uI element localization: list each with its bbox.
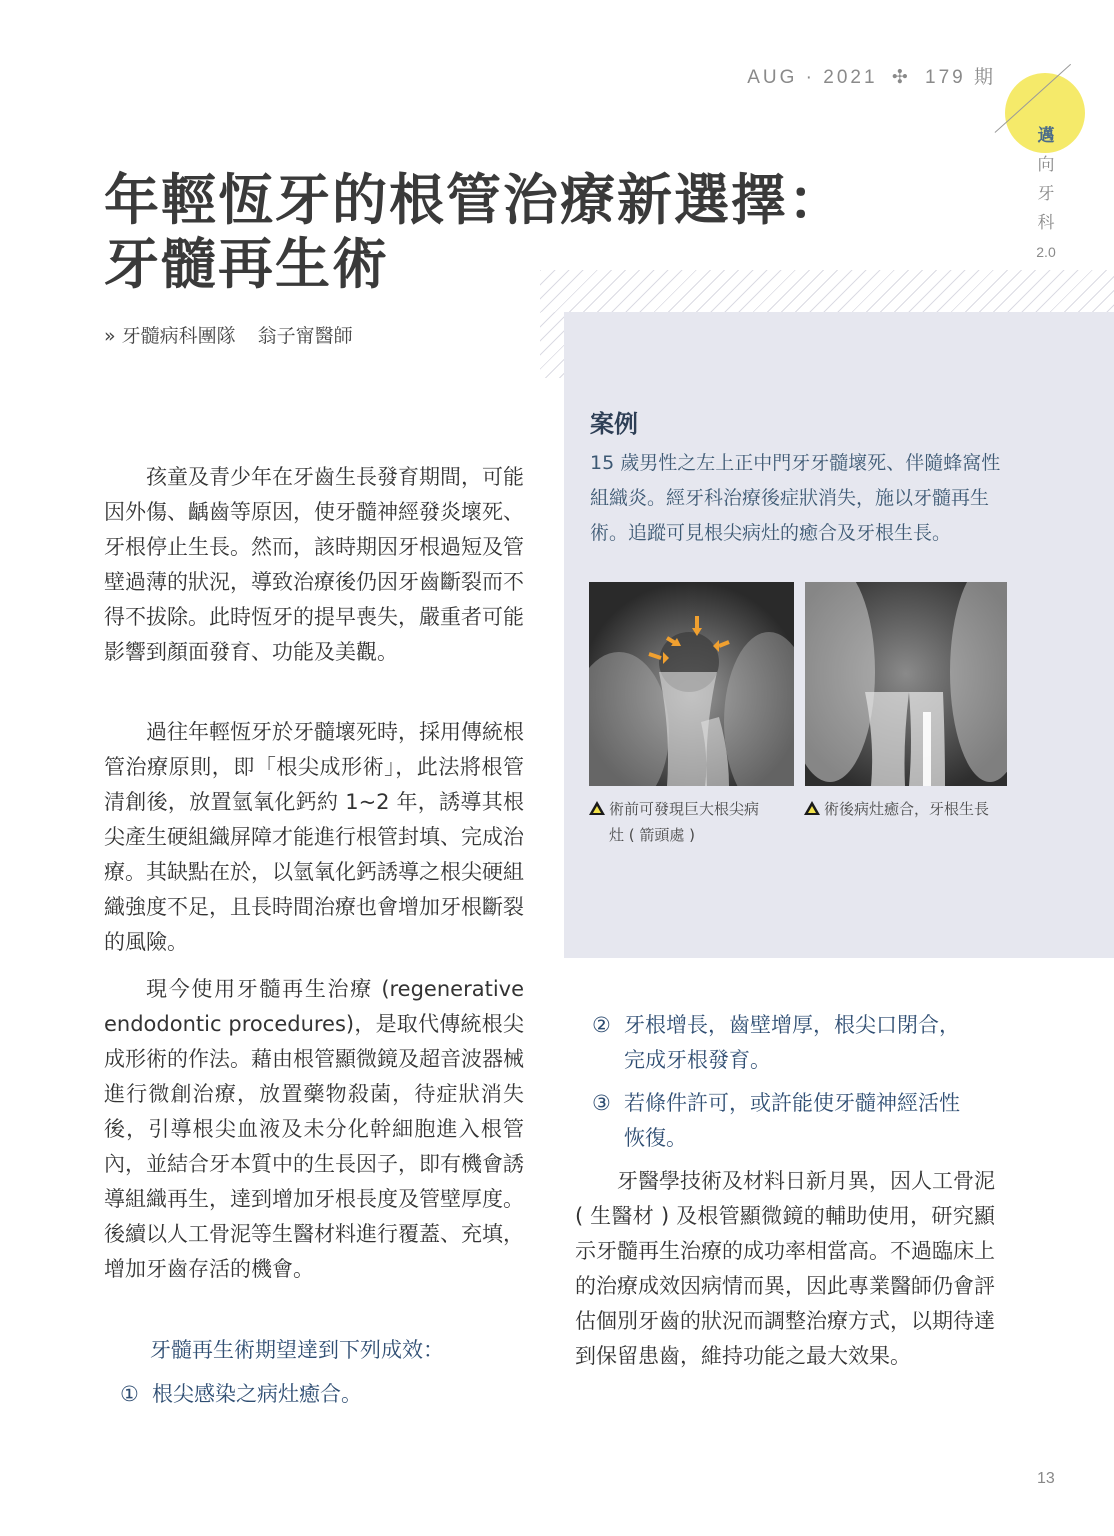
expect-heading: 牙髓再生術期望達到下列成效：: [150, 1338, 444, 1362]
hatch-decoration: [540, 312, 564, 378]
column-label-char: 牙: [1037, 184, 1055, 204]
case-heading: 案例: [590, 410, 638, 438]
article-title: [104, 168, 845, 296]
author-line: [104, 321, 353, 348]
case-description: 15 歲男性之左上正中門牙牙髓壞死、伴隨蜂窩性組織炎。經牙科治療後症狀消失，施以牙髓再生術。追蹤可見根尖病灶的癒合及牙根生長。: [590, 452, 1001, 544]
warning-triangle-icon: [804, 801, 820, 815]
column-label: [1034, 122, 1058, 267]
page-number: 13: [1037, 1470, 1055, 1487]
author-doctor: 翁子甯醫師: [257, 325, 353, 347]
issue-date: AUG · 2021: [747, 67, 878, 88]
body-paragraph: 現今使用牙髓再生治療 (regenerative endodontic procedures)，是取代傳統根尖成形術的作法。藉由根管顯微鏡及超音波器械進行微創治療，放置藥物殺菌，待症狀消失後，引導根尖血液及未分化幹細胞進入根管內，並結合牙本質中的生長因子，即有機會誘導組織再生，達到增加牙根長度及管壁厚度。後續以人工骨泥等生醫材料進行覆蓋、充填，增加牙齒存活的機會。: [104, 977, 524, 1281]
body-paragraph: 過往年輕恆牙於牙髓壞死時，採用傳統根管治療原則，即「根尖成形術」，此法將根管清創後，放置氫氧化鈣約 1~2 年，誘導其根尖產生硬組織屏障才能進行根管封填、完成治療。其缺點在於，以氫氧化鈣誘導之根尖硬組織強度不足，且長時間治療也會增加牙根斷裂的風險。: [104, 720, 524, 954]
column-label-char: 向: [1037, 155, 1055, 175]
issue-number: 179 期: [925, 67, 996, 88]
column-label-version: 2.0: [1036, 244, 1056, 260]
xray-before-image: [589, 582, 794, 786]
list-item: ③ 若條件許可，或許能使牙髓神經活性 恢復。: [592, 1091, 960, 1150]
caption-after: 術後病灶癒合，牙根生長: [804, 796, 1014, 822]
caption-before: 術前可發現巨大根尖病 灶 ( 箭頭處 ): [589, 796, 799, 848]
body-paragraph: 孩童及青少年在牙齒生長發育期間，可能因外傷、齲齒等原因，使牙髓神經發炎壞死、牙根停止生長。然而，該時期因牙根過短及管壁過薄的狀況，導致治療後仍因牙齒斷裂而不得不拔除。此時恆牙的提早喪失，嚴重者可能影響到顏面發育、功能及美觀。: [104, 465, 524, 664]
title-line: 牙髓再生術: [104, 231, 390, 296]
xray-after-image: [805, 582, 1007, 786]
list-item: ① 根尖感染之病灶癒合。: [120, 1382, 362, 1406]
issue-separator-icon: ✣: [891, 67, 911, 88]
author-team: » 牙髓病科團隊: [104, 325, 236, 347]
title-line: 年輕恆牙的根管治療新選擇：: [104, 167, 846, 232]
column-label-char: 科: [1037, 213, 1055, 233]
column-label-char: 邁: [1037, 126, 1055, 146]
warning-triangle-icon: [589, 801, 605, 815]
list-item: ② 牙根增長，齒壁增厚，根尖口閉合， 完成牙根發育。: [592, 1013, 960, 1072]
body-paragraph: 牙醫學技術及材料日新月異，因人工骨泥 ( 生醫材 ) 及根管顯微鏡的輔助使用，研究顯示牙髓再生治療的成功率相當高。不過臨床上的治療成效因病情而異，因此專業醫師仍會評估個別牙齒的狀況而調整治療方式，以期待達到保留患齒，維持功能之最大效果。: [575, 1169, 995, 1368]
issue-info: [747, 62, 996, 89]
